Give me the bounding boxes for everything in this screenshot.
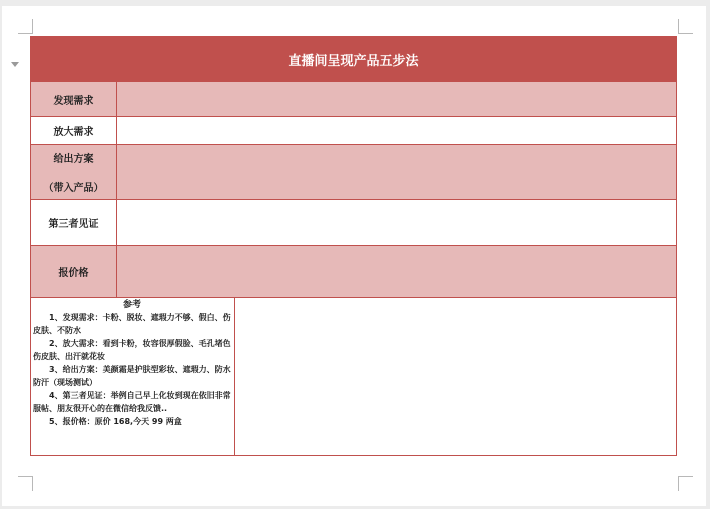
notes-cell[interactable] (235, 298, 676, 455)
margin-corner-bottom-right (678, 476, 693, 491)
reference-item: 3、给出方案：美颜霜是护肤型彩妆、遮瑕力、防水防汗（现场测试） (33, 365, 231, 387)
five-step-table (30, 36, 677, 456)
row-label-cell[interactable] (31, 82, 117, 116)
row-label-sub: （带入产品） (43, 183, 104, 194)
margin-corner-bottom-left (18, 476, 33, 491)
row-value-cell[interactable] (117, 82, 676, 116)
margin-corner-top-left (18, 19, 33, 34)
row-label: 发现需求 (53, 95, 94, 107)
row-label-cell[interactable] (31, 145, 117, 199)
table-title[interactable]: 直播间呈现产品五步法 (31, 37, 676, 82)
row-label: 报价格 (58, 268, 89, 279)
reference-item: 5、报价格：原价 168,今天 99 两盒 (49, 417, 182, 426)
row-label: 第三者见证 (48, 219, 99, 230)
row-label-cell[interactable] (31, 117, 117, 144)
reference-item: 1、发现需求：卡粉、脱妆、遮瑕力不够、假白、伤皮肤、不防水 (33, 313, 231, 335)
row-label: 放大需求 (53, 127, 94, 138)
row-label: 给出方案 (53, 154, 94, 165)
table-row-give-solution (31, 145, 676, 200)
margin-corner-top-right (678, 19, 693, 34)
table-row-third-party-witness (31, 200, 676, 246)
row-value-cell[interactable] (117, 145, 676, 199)
table-row-quote-price (31, 246, 676, 298)
row-value-cell[interactable] (117, 200, 676, 245)
row-label-cell[interactable] (31, 246, 117, 297)
table-row-amplify-need (31, 117, 676, 145)
row-label-cell[interactable] (31, 200, 117, 245)
reference-title: 参考 (122, 300, 141, 310)
row-value-cell[interactable] (117, 246, 676, 297)
table-move-handle-icon[interactable] (11, 62, 19, 67)
reference-cell[interactable] (31, 298, 235, 455)
reference-row (31, 298, 676, 455)
row-value-cell[interactable] (117, 117, 676, 144)
table-row-discover-need (31, 82, 676, 117)
reference-item: 2、放大需求：看到卡粉，妆容很厚假脸、毛孔堵色伤皮肤、出汗就花妆 (33, 339, 231, 361)
reference-item: 4、第三者见证：举例自己早上化妆到现在依旧非常服帖、朋友很开心的在微信给我反馈.. (33, 391, 231, 413)
